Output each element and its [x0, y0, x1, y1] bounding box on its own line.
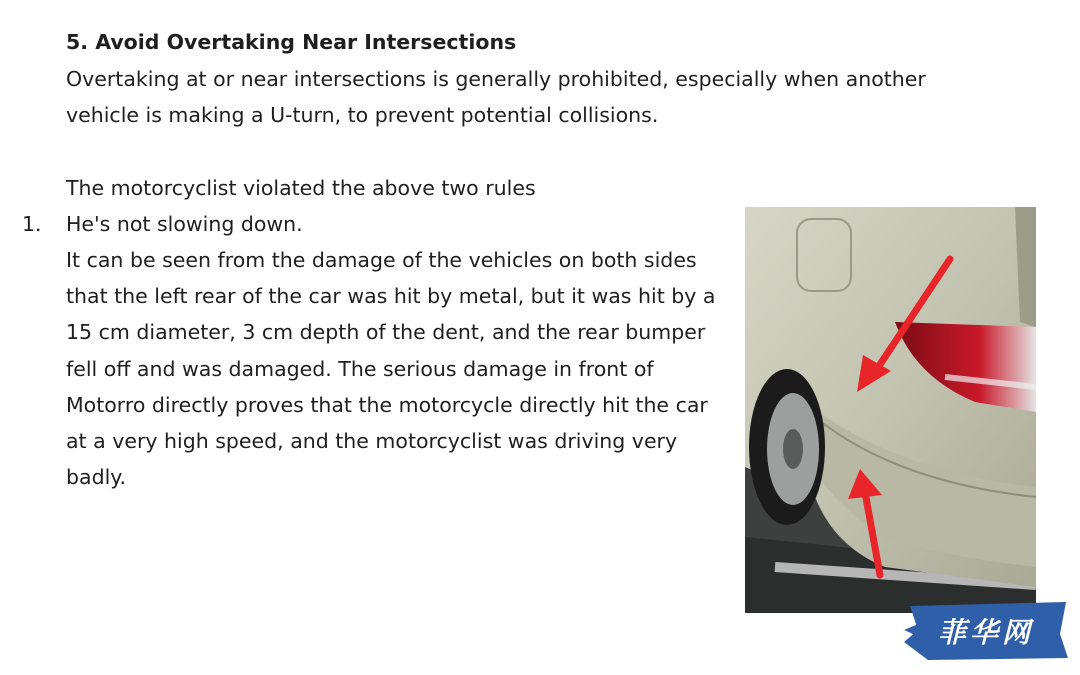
intro-line-1: Overtaking at or near intersections is generally prohibited, especially when another [66, 67, 926, 91]
point-body [66, 242, 726, 495]
watermark-logo [900, 600, 1072, 662]
summary-text: The motorcyclist violated the above two rules [66, 176, 536, 200]
body-line-7: badly. [66, 465, 127, 490]
body-line-2: that the left rear of the car was hit by metal, but it was hit by a [66, 284, 716, 309]
car-damage-photo [745, 207, 1036, 613]
body-line-5: Motorro directly proves that the motorcycle directly hit the car [66, 392, 708, 417]
intro-line-2: vehicle is making a U-turn, to prevent potential collisions. [66, 103, 659, 127]
list-marker: 1． [22, 212, 56, 236]
body-line-4: fell off and was damaged. The serious damage in front of [66, 356, 654, 381]
body-line-3: 15 cm diameter, 3 cm depth of the dent, and the rear bumper [66, 320, 706, 345]
section-heading: 5. Avoid Overtaking Near Intersections [66, 30, 517, 54]
point-title: He's not slowing down. [66, 212, 303, 236]
body-line-6: at a very high speed, and the motorcyclist was driving very [66, 429, 678, 454]
watermark-text: 菲华网 [937, 616, 1034, 649]
body-line-1: It can be seen from the damage of the vehicles on both sides [66, 248, 697, 272]
